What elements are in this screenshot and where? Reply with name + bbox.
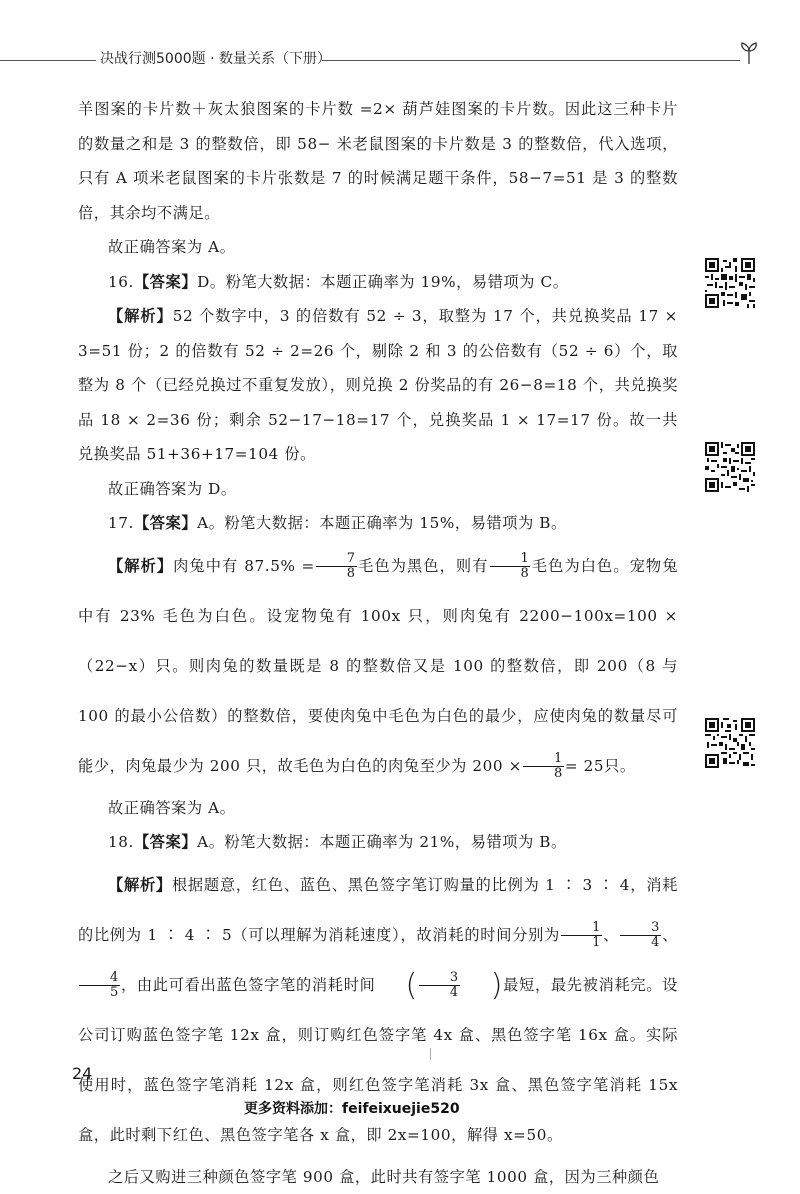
q16-conclusion: 故正确答案为 D。 — [78, 472, 678, 507]
fraction-numerator: 1 — [561, 921, 602, 936]
q17-analysis-tag: 【解析】 — [108, 557, 173, 575]
fraction-numerator: 3 — [419, 971, 460, 986]
fraction-denominator: 1 — [561, 936, 602, 950]
fraction — [79, 971, 120, 999]
q17-answer — [78, 506, 678, 541]
header-rule-right — [322, 60, 740, 61]
page-number: 24 — [72, 1064, 92, 1083]
q16-analysis — [78, 299, 678, 472]
fraction-denominator: 8 — [490, 567, 531, 581]
page-content — [78, 92, 678, 1194]
q16-answer — [78, 265, 678, 300]
q16-answer-tag: 【答案】 — [134, 273, 197, 291]
q18-separator: 、 — [662, 926, 678, 944]
header-rule-left — [0, 60, 96, 61]
q18-number: 18. — [108, 833, 134, 851]
fraction — [316, 552, 357, 580]
qr-code-icon[interactable] — [705, 718, 755, 768]
q18-answer — [78, 825, 678, 860]
q17-text-a: 肉兔中有 87.5% = — [173, 557, 315, 575]
fraction-numerator: 1 — [490, 552, 531, 567]
fraction-numerator: 3 — [620, 921, 661, 936]
intro-paragraph: 羊图案的卡片数＋灰太狼图案的卡片数 =2× 葫芦娃图案的卡片数。因此这三种卡片的数量之和是 3 的整数倍，即 58− 米老鼠图案的卡片数是 3 的整数倍，代入选项，只有 A 项米老鼠图案的卡片张数是 7 的时候满足题干条件，58−7=51 是 3 的整数倍，其余均不满足。 — [78, 92, 678, 230]
q18-text-b: ，由此可看出蓝色签字笔的消耗时间 — [121, 976, 376, 994]
sprout-icon — [736, 40, 762, 66]
fraction — [523, 752, 564, 780]
q18-analysis-tag: 【解析】 — [108, 876, 172, 894]
q17-text-c: 毛色为白色。宠物兔中有 23% 毛色为白色。设宠物兔有 100x 只，则肉兔有 2200−100x=100 ×（22−x）只。则肉兔的数量既是 8 的整数倍又是 100 的整数倍，即 200（8 与 100 的最小公倍数）的整数倍，要使肉兔中毛色为白色的最少，应使肉兔的数量尽可能少，肉兔最少为 200 只，故毛色为白色的肉兔至少为 200 × — [78, 557, 678, 775]
q18-paragraph-2: 之后又购进三种颜色签字笔 900 盒，此时共有签字笔 1000 盒，因为三种颜色 — [78, 1160, 678, 1194]
q17-analysis — [78, 541, 678, 791]
fraction-numerator: 4 — [79, 971, 120, 986]
q16-analysis-tag: 【解析】 — [108, 307, 173, 325]
footer-note: 更多资料添加：feifeixuejie520 — [244, 1098, 460, 1118]
fraction — [490, 552, 531, 580]
fraction-denominator: 8 — [523, 767, 564, 781]
fraction-numerator: 1 — [523, 752, 564, 767]
intro-conclusion: 故正确答案为 A。 — [78, 230, 678, 265]
q16-answer-text: D。粉笔大数据：本题正确率为 19%，易错项为 C。 — [197, 273, 568, 291]
qr-code-icon[interactable] — [705, 258, 755, 308]
q17-number: 17. — [108, 514, 134, 532]
q18-answer-text: A。粉笔大数据：本题正确率为 21%，易错项为 B。 — [197, 833, 567, 851]
fraction-denominator: 4 — [620, 936, 661, 950]
q16-number: 16. — [108, 273, 134, 291]
q17-answer-tag: 【答案】 — [134, 514, 197, 532]
page-header — [0, 40, 800, 76]
q17-text-d: = 25只。 — [565, 757, 636, 775]
scan-mark — [430, 1048, 431, 1060]
fraction-numerator: 7 — [316, 552, 357, 567]
right-parenthesis: ) — [461, 971, 503, 1001]
book-title: 决战行测5000题 · 数量关系（下册） — [100, 48, 331, 68]
q17-answer-text: A。粉笔大数据：本题正确率为 15%，易错项为 B。 — [197, 514, 567, 532]
q18-separator: 、 — [603, 926, 619, 944]
fraction-denominator: 5 — [79, 986, 120, 1000]
q17-text-b: 毛色为黑色，则有 — [358, 557, 489, 575]
q18-text-c: 最短，最先被消耗完。设公司订购蓝色签字笔 12x 盒，则订购红色签字笔 4x 盒、黑色签字笔 16x 盒。实际使用时，蓝色签字笔消耗 12x 盒，则红色签字笔消耗 3x 盒、黑色签字笔消耗 15x 盒，此时剩下红色、黑色签字笔各 x 盒，即 2x=100，解得 x=50。 — [78, 976, 678, 1144]
fraction-denominator: 8 — [316, 567, 357, 581]
q17-conclusion: 故正确答案为 A。 — [78, 791, 678, 826]
qr-code-icon[interactable] — [705, 442, 755, 492]
left-parenthesis: ( — [376, 971, 418, 1001]
q16-analysis-text: 52 个数字中，3 的倍数有 52 ÷ 3，取整为 17 个，共兑换奖品 17 × 3=51 份；2 的倍数有 52 ÷ 2=26 个，剔除 2 和 3 的公倍数有（52 ÷ 6）个，取整为 8 个（已经兑换过不重复发放），则兑换 2 份奖品的有 26−8=18 个，共兑换奖品 18 × 2=36 份；剩余 52−17−18=17 个，兑换奖品 1 × 17=17 份。故一共兑换奖品 51+36+17=104 份。 — [78, 307, 678, 463]
fraction — [620, 921, 661, 949]
fraction — [419, 971, 460, 999]
q18-answer-tag: 【答案】 — [134, 833, 197, 851]
q18-text-a: 根据题意，红色、蓝色、黑色签字笔订购量的比例为 1 ∶ 3 ∶ 4，消耗的比例为 1 ∶ 4 ∶ 5（可以理解为消耗速度），故消耗的时间分别为 — [78, 876, 678, 944]
fraction — [561, 921, 602, 949]
fraction-denominator: 4 — [419, 986, 460, 1000]
